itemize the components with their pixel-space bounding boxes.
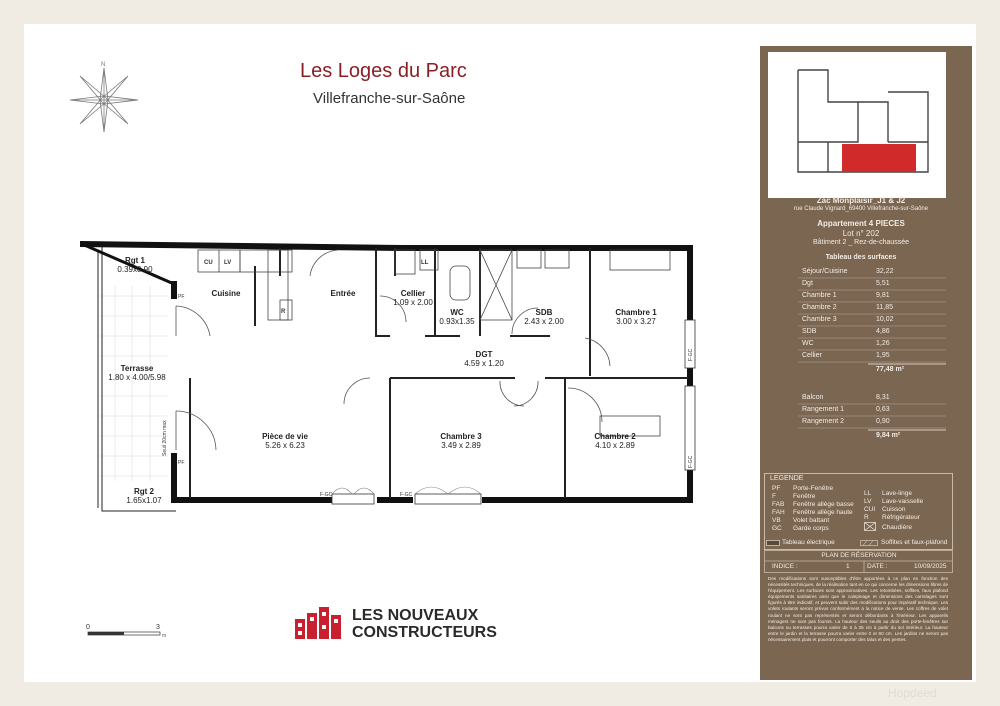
fixture-pf-label: PF: [178, 294, 185, 300]
room-terrasse-name: Terrasse: [120, 364, 154, 373]
surface-value: 32,22: [876, 268, 894, 275]
building-key-plan: [768, 52, 946, 198]
legend-code: R: [864, 514, 869, 521]
room-terrasse-dims: 1.80 x 4.00/5.98: [108, 373, 166, 382]
brand-name: [352, 607, 497, 641]
legend-text: Garde corps: [793, 525, 829, 532]
annex-value: 0,90: [876, 418, 890, 425]
fixture-r-label: R: [281, 309, 286, 315]
surface-label: Dgt: [802, 280, 813, 287]
legend-elec: Tableau électrique: [782, 539, 835, 546]
electrical-panel-icon: [766, 540, 780, 546]
fixture-fgc-label: F-GC: [320, 492, 333, 498]
room-wc-name: WC: [450, 308, 464, 317]
surface-label: Séjour/Cuisine: [802, 268, 848, 275]
scale-bar: [84, 620, 174, 640]
room-chambre2-name: Chambre 2: [594, 432, 636, 441]
room-cellier-name: Cellier: [400, 289, 426, 298]
floor-plan: [80, 236, 720, 526]
compass-north-label: N: [101, 62, 106, 68]
surface-value: 4,86: [876, 328, 890, 335]
fixture-lv-label: LV: [224, 260, 232, 266]
surface-value: 10,02: [876, 316, 894, 323]
room-chambre1-name: Chambre 1: [615, 308, 657, 317]
annex-value: 8,31: [876, 394, 890, 401]
legend-text: Lave-vaisselle: [882, 498, 924, 505]
legend-code: LL: [864, 490, 872, 497]
legend-text: Lave-linge: [882, 490, 912, 497]
fixture-fgc-label-2: F-GC: [400, 492, 413, 498]
legend-text: Fenêtre allège basse: [793, 501, 854, 508]
legend-code: LV: [864, 498, 872, 505]
legend-title: LEGENDE: [770, 475, 804, 482]
surface-label: WC: [802, 340, 814, 347]
legend-soffite: Soffites et faux-plafond: [881, 539, 948, 546]
fixture-fgc-label-4: F-GC: [688, 455, 694, 468]
project-city: Villefranche-sur-Saône: [313, 90, 466, 107]
scale-unit: m: [162, 633, 167, 639]
soffite-hatch-icon: [860, 540, 878, 546]
room-rgt1-name: Rgt 1: [125, 256, 145, 265]
watermark: Hopdeed: [888, 686, 937, 700]
panel-apartment: Appartement 4 PIECES: [817, 219, 905, 228]
date-label: DATE :: [867, 563, 888, 570]
room-cuisine-name: Cuisine: [211, 289, 241, 298]
plan-title: PLAN DE RÉSERVATION: [821, 552, 897, 559]
legend-code: F: [772, 493, 776, 500]
room-piece-de-vie-dims: 5.26 x 6.23: [265, 441, 305, 450]
fixture-ll-label: LL: [421, 260, 429, 266]
legend-code: PF: [772, 485, 781, 492]
fixture-cu-label: CU: [204, 260, 213, 266]
room-chambre2-dims: 4.10 x 2.89: [595, 441, 635, 450]
surface-label: Chambre 1: [802, 292, 837, 299]
legend-text: Porte-Fenêtre: [793, 485, 834, 492]
room-chambre3-dims: 3.49 x 2.89: [441, 441, 481, 450]
indice-label: INDICE :: [772, 563, 798, 570]
legend-code: FAH: [772, 509, 785, 516]
room-sdb-name: SDB: [535, 308, 553, 317]
room-rgt1-dims: 0.39x0.90: [117, 265, 153, 274]
date-value: 10/09/2025: [914, 563, 947, 570]
panel-zac: Zac Monplaisir_J1 & J2: [816, 196, 906, 205]
room-sdb-dims: 2.43 x 2.00: [524, 317, 564, 326]
brand-line-1: LES NOUVEAUX: [352, 607, 479, 624]
legend-code: GC: [772, 525, 782, 532]
room-dgt-dims: 4.59 x 1.20: [464, 359, 504, 368]
surface-value: 11,85: [876, 304, 893, 311]
project-title: Les Loges du Parc: [300, 60, 467, 82]
surface-label: Chambre 2: [802, 304, 837, 311]
room-chambre1-dims: 3.00 x 3.27: [616, 317, 656, 326]
legend-text: Fenêtre: [793, 493, 816, 500]
fixture-pf-label-2: PF: [178, 460, 185, 466]
legend-text: Fenêtre allège haute: [793, 509, 853, 516]
scale-end: 3: [156, 624, 160, 631]
surface-label: Cellier: [802, 352, 822, 359]
room-dgt-name: DGT: [475, 350, 493, 359]
surface-label: Chambre 3: [802, 316, 837, 323]
room-piece-de-vie-name: Pièce de vie: [262, 432, 308, 441]
surface-value: 1,26: [876, 340, 890, 347]
room-wc-dims: 0.93x1.35: [439, 317, 475, 326]
surfaces-table-lines: [798, 262, 950, 442]
indice-value: 1: [846, 563, 850, 570]
fixture-fgc-label-3: F-GC: [688, 348, 694, 361]
annex-label: Balcon: [802, 394, 824, 401]
annexes-total: 9,84 m²: [876, 432, 901, 439]
legend-text: Réfrigérateur: [882, 514, 920, 521]
seuil-label: Seuil 20cm max: [162, 420, 168, 456]
surface-label: SDB: [802, 328, 817, 335]
legend-text: Volet battant: [793, 517, 830, 524]
surface-value: 5,51: [876, 280, 890, 287]
surfaces-title: Tableau des surfaces: [825, 254, 897, 261]
apartment-highlight: [842, 144, 916, 172]
room-chambre3-name: Chambre 3: [440, 432, 482, 441]
legend-text: Cuisson: [882, 506, 906, 513]
disclaimer-notes: Des modifications sont susceptibles d'être apportées à ce plan en fonction des nécessités techniques, de la réalisation tant en ce qui concerne les dimensions libres de l'équipement. Les surfaces sont approximatives. Les retombées, soffites, faux plafond équipements sanitaires ainsi que le calepinage et dimensions des carrelages sont figurés à titre indicatif, et peuvent subir des modifications pour impératif technique. Les volets roulants seront prévus conformément à la notice de vente. Les coffres de volet roulant ne sont pas représentés et seront débordants à l'intérieur. Les appareils ménagers ne sont pas fournis. La hauteur des seuils au droit des porte-fenêtres sur balcons ou terrasses pourra varier de 5 à 35 cm à partir du sol intérieur. La hauteur entre le jardin et la terrasse pourra varier entre 0 et 60 cm. Les jardins ne seront pas nécessairement plats et pourront comporter des talus et des pentes.: [768, 576, 948, 642]
annex-label: Rangement 2: [802, 418, 845, 425]
compass-rose-icon: [62, 58, 152, 148]
surfaces-total: 77,48 m²: [876, 366, 905, 373]
scale-start: 0: [86, 624, 90, 631]
legend-code: VB: [772, 517, 781, 524]
surface-value: 9,81: [876, 292, 890, 299]
boiler-icon: [864, 522, 876, 531]
legend-code: CUI: [864, 506, 876, 513]
room-entree-name: Entrée: [330, 289, 356, 298]
annex-value: 0,63: [876, 406, 890, 413]
panel-lot: Lot n° 202: [842, 229, 880, 238]
brand-logo-icon: [295, 607, 355, 641]
room-rgt2-dims: 1.65x1.07: [126, 496, 162, 505]
brand-line-2: CONSTRUCTEURS: [352, 624, 497, 641]
annex-label: Rangement 1: [802, 406, 845, 413]
surface-value: 1,95: [876, 352, 890, 359]
legend-text: Chaudière: [882, 524, 912, 531]
legend-code: FAB: [772, 501, 785, 508]
room-rgt2-name: Rgt 2: [134, 487, 154, 496]
panel-building: Bâtiment 2 _ Rez-de-chaussée: [812, 239, 910, 246]
panel-address: rue Claude Vignard_69400 Villefranche-sur-Saône: [793, 206, 929, 212]
room-cellier-dims: 1.09 x 2.00: [393, 298, 433, 307]
